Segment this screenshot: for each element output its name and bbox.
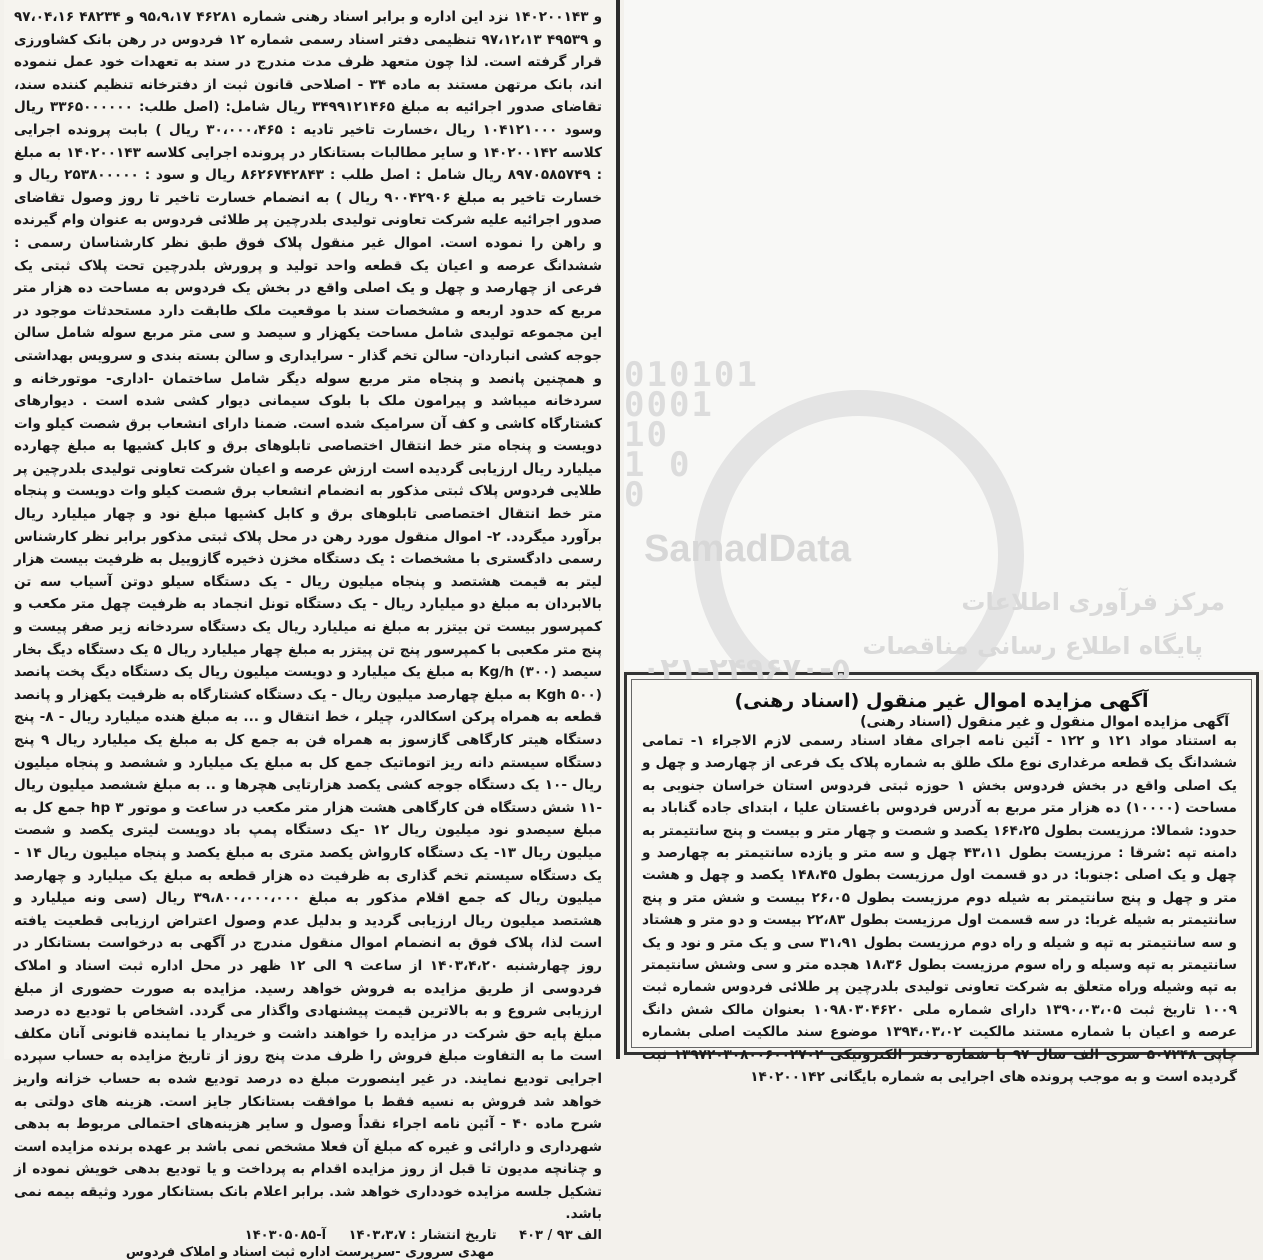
ad-title: آگهی مزایده اموال غیر منقول (اسناد رهنی) [734,690,1149,712]
ad-body-text: به استناد مواد ۱۲۱ و ۱۲۲ - آئین نامه اجرای مفاد اسناد رسمی لازم الاجراء ۱- تمامی ششدانگ یک قطعه مرغداری نوع ملک طلق به شماره پلاک یک فرعی از چهارصد و چهل و یک اصلی واقع در بخش فردوس بخش ۱ حوزه ثبتی فردوس استان خراسان جنوبی به مساحت (۱۰۰۰۰) ده هزار متر مربع به آدرس فردوس باغستان علیا ، ابتدای جاده گناباد به حدود: شمالا: مرزیست بطول ۱۶۴،۲۵ یکصد و شصت و چهار متر و بیست و پنج سانتیمتر به دامنه تپه :شرقا : مرزیست بطول ۴۳،۱۱ چهل و سه متر و یازده سانتیمتر به چهارصد و چهل و یک اصلی :جنوبا: در دو قسمت اول مرزیست بطول ۱۴۸،۴۵ یکصد و چهل و هشت متر و چهل و پنج سانتیمتر به شیله دوم مرزیست بطول ۲۶،۰۵ بیست و شش متر و پنج سانتیمتر به شیله غربا: در سه قسمت اول مرزیست بطول ۲۲،۸۳ بیست و دو متر و هشتاد و سه سانتیمتر به تپه و شیله و راه دوم مرزیست بطول ۳۱،۹۱ سی و یک متر و نود و یک سانتیمتر به تپه وسیله و راه سوم مرزیست بطول ۱۸،۳۶ هجده متر و سی وشش سانتیمتر به تپه وشیله وراه متعلق به شرکت تعاونی تولیدی بلدرچین پر طلائی فردوس شماره ثبت ۱۰۰۹ تاریخ ثبت ۱۳۹۰،۰۳،۰۵ دارای شماره ملی ۱۰۹۸۰۳۰۴۶۲۰ بعنوان مالک شش دانگ عرصه و اعیان با شماره مستند مالکیت ۱۳۹۴،۰۳،۰۲ موضوع سند مالکیت اصلی بشماره چاپی ۵۰۷۲۴۸ سری الف سال ۹۷ با شماره دفتر الکترونیکی ۱۳۹۷۲۰۳۰۸۰۰۶۰۰۲۷۰۲ ثبت گردیده است و به موجب پرونده های اجرایی به شماره بایگانی ۱۴۰۲۰۰۱۴۲ [642,733,1238,1086]
watermark-binary-digits: 010101 0001 10 1 0 0 [624,355,759,515]
watermark-phone: ۰۲۱-۲۴۹۶۷۰-۵ [642,652,851,687]
column-divider [616,0,620,1059]
notice-signature: مهدی سروری -سرپرست اداره ثبت اسناد و املاک فردوس [125,1245,495,1260]
watermark-area [624,0,1263,670]
watermark-subtitle-2: پایگاه اطلاع رسانی مناقصات [862,632,1203,660]
notice-code: الف ۹۳ / ۴۰۳ [519,1228,602,1244]
ad-inner-frame [631,652,1252,1086]
watermark-brand: SamadData [644,528,851,570]
watermark-subtitle-1: مرکز فرآوری اطلاعات [961,588,1225,616]
auction-ad-box [624,652,1259,1086]
notice-publication-meta [4,1228,616,1243]
notice-paragraph: و ۱۴۰۲۰۰۱۴۳ نزد این اداره و برابر اسناد رهنی شماره ۴۶۲۸۱ ۹۵،۹،۱۷ و ۴۸۲۳۴ ۹۷،۰۴،۱۶ و ۴۹۵۳۹ ۹۷،۱۲،۱۳ تنظیمی دفتر اسناد رسمی شماره ۱۲ فردوس در رهن بانک کشاورزی قرار گرفته است. لذا چون متعهد ظرف مدت مندرج در سند به تعهدات خود عمل ننموده اند، بانک مرتهن مستند به ماده ۳۴ - اصلاحی قانون ثبت از دفترخانه تنظیم کننده سند، تقاضای صدور اجرائیه به مبلغ ۳۴۹۹۱۲۱۴۶۵ ریال شامل: (اصل طلب: ۳۳۶۵۰۰۰۰۰۰ ریال وسود ۱۰۴۱۲۱۰۰۰ ریال ،خسارت تاخیر تادیه : ۳۰،۰۰۰،۴۶۵ ریال ) بابت پرونده اجرایی کلاسه ۱۴۰۲۰۰۱۴۲ و سایر مطالبات بستانکار در پرونده اجرایی کلاسه ۱۴۰۲۰۰۱۴۳ به مبلغ : ۸۹۷۰۵۸۵۷۴۹ ریال شامل : اصل طلب : ۸۶۲۶۷۴۲۸۴۳ ریال و سود : ۲۵۳۸۰۰۰۰۰ ریال و خسارت تاخیر به مبلغ ۹۰۰۴۲۹۰۶ ریال ) به انضمام خسارت تاخیر تا روز وصول تقاضای صدور اجرائیه علیه شرکت تعاونی تولیدی بلدرچین پر طلائی فردوس به عنوان وام گیرنده و راهن را نموده است. اموال غیر منقول پلاک فوق طبق نظر کارشناسان رسمی : ششدانگ عرصه و اعیان یک قطعه واحد تولید و پرورش بلدرچین تحت پلاک ثبتی یک فرعی از چهارصد و چهل و یک اصلی واقع در بخش یک فردوس به مساحت ده هزار متر مربع که حدود اربعه و مشخصات سند با موقعیت ملک طابقت دارد مستحدثات موجود در این مجموعه تولیدی شامل مساحت یکهزار و سیصد و سی متر مربع سوله شامل سالن جوجه کشی انباردان- سالن تخم گذار - سرایداری و سالن بسته بندی و سرویس بهداشتی و همچنین پانصد و پنجاه متر مربع سوله دیگر شامل ساختمان -اداری- موتورخانه و سردخانه میباشد و پیرامون ملک با بلوک سیمانی دیوار کشی شده است . دیوارهای کشتارگاه کاشی و کف آن سرامیک شده است. ضمنا دارای انشعاب برق شصت کیلو وات دویست و پنجاه متر خط انتقال اختصاصی تابلوهای برق و کابل کشیها به مبلغ چهارده میلیارد ریال ارزیابی گردیده است ارزش عرصه و اعیان شرکت تعاونی تولیدی بلدرچین پر طلایی فردوس پلاک ثبتی مذکور به انضمام انشعاب برق شصت کیلو وات دویست و پنجاه متر خط انتقال اختصاصی تابلوهای برق و کابل کشیها مبلغ نود و چهار میلیارد ریال برآورد میگردد. ۲- اموال منقول مورد رهن در محل پلاک ثبتی مذکور برابر نظر کارشناس رسمی دادگستری با مشخصات : یک دستگاه مخزن ذخیره گازوییل به ظرفیت بیست هزار لیتر به قیمت هشتصد و پنجاه میلیون ریال - یک دستگاه سیلو دوتن آسیاب سه تن بالابردان به مبلغ دو میلیارد ریال - یک دستگاه تونل انجماد به ظرفیت چهل متر مکعب و کمپرسور بیست تن بیتزر به مبلغ نه میلیارد ریال یک دستگاه سردخانه زیر صفر پیست و پنج متر مکعبی با کمپرسور پنج تن پیتزر به مبلغ چهار میلیارد ریال ۵ یک دستگاه دیگ بخار سیصد (۳۰۰) Kg/h به مبلغ یک میلیارد و دویست میلیون ریال یک دستگاه دیگ پخت پانصد (۵۰۰ Kgh به مبلغ چهارصد میلیون ریال - یک دستگاه کشتارگاه به ظرفیت یکهزار و پانصد قطعه به همراه پرکن اسکالدر، چیلر ، خط انتقال و ... به مبلغ هنده میلیارد ریال - ۸- پنج دستگاه هیتر کارگاهی گازسوز به همراه فن به جمع کل به مبلغ یک میلیارد ریال ۹ پنج دستگاه سیستم دانه ریز اتوماتیک جمع کل به مبلغ یک میلیارد و ششصد و پنجاه میلیون ریال -۱۰ یک دستگاه جوجه کشی یکصد هزارتایی هچرها و .. به مبلغ ششصد میلیون ریال -۱۱ شش دستگاه فن کارگاهی هشت هزار متر مکعب در ساعت و موتور hp ۳ جمع کل به مبلغ سیصدو نود میلیون ریال ۱۲ -یک دستگاه پمپ باد دویست لیتری یکصد و شصت میلیون ریال ۱۳- یک دستگاه کارواش یکصد متری به مبلغ یکصد و پنجاه میلیون ریال ۱۴ - یک دستگاه سیستم تخم گذاری به ظرفیت ده هزار قطعه به مبلغ یک میلیارد و چهارصد میلیون ریال که جمع اقلام مذکور به مبلغ ۳۹،۸۰۰،۰۰۰،۰۰۰ ریال (سی ونه میلیارد و هشتصد میلیون ریال ارزیابی گردید و بدلیل عدم وصول اعتراض ارزیابی قطعیت یافته است لذا، پلاک فوق به انضمام اموال منقول مندرج در آگهی به درخواست بستانکار در روز چهارشنبه ۱۴۰۳،۴،۲۰ از ساعت ۹ الی ۱۲ ظهر در محل اداره ثبت اسناد و املاک فردوسی از طریق مزایده به فروش خواهد رسید. مزایده به صورت حضوری از مبلغ ارزیابی شروع و به بالاترین قیمت پیشنهادی واگذار می گردد. اشخاص با تودیع ده درصد مبلغ پایه حق شرکت در مزایده را خواهند داشت و خریدار یا نماینده قانونی آنان مکلف است ما به التفاوت مبلغ فروش را ظرف مدت پنج روز از تاریخ مزایده به حساب سپرده اجرایی تودیع نمایند. در غیر اینصورت مبلغ ده درصد تودیع شده به حساب خزانه واریز خواهد شد فروش به نسیه فقط با موافقت بستانکار جایز است. هزینه های دولتی به شرح ماده ۴۰ - آئین نامه اجراء نقداً وصول و سایر هزینه‌های احتمالی مربوط به بدهی شهرداری و دارائی و غیره که مبلغ آن فعلا مشخص نمی باشد بر عهده برنده مزایده است و چنانچه مدیون تا قبل از روز مزایده اقدام به پرداخت و یا تودیع بدهی خویش نموده از تشکیل جلسه مزایده خودداری خواهد شد. برابر اعلام بانک بستانکار مورد وثیقه بیمه نمی باشد. [14,9,603,1223]
notice-body-text [4,0,616,1226]
notice-reference: آ-۱۴۰۳۰۵۰۸۵ [244,1228,327,1244]
auction-notice-left-column [4,0,616,1260]
ad-subtitle: آگهی مزایده اموال منقول و غیر منقول (اسناد رهنی) [860,714,1229,730]
publication-date: تاریخ انتشار : ۱۴۰۳،۳،۷ [348,1228,497,1244]
